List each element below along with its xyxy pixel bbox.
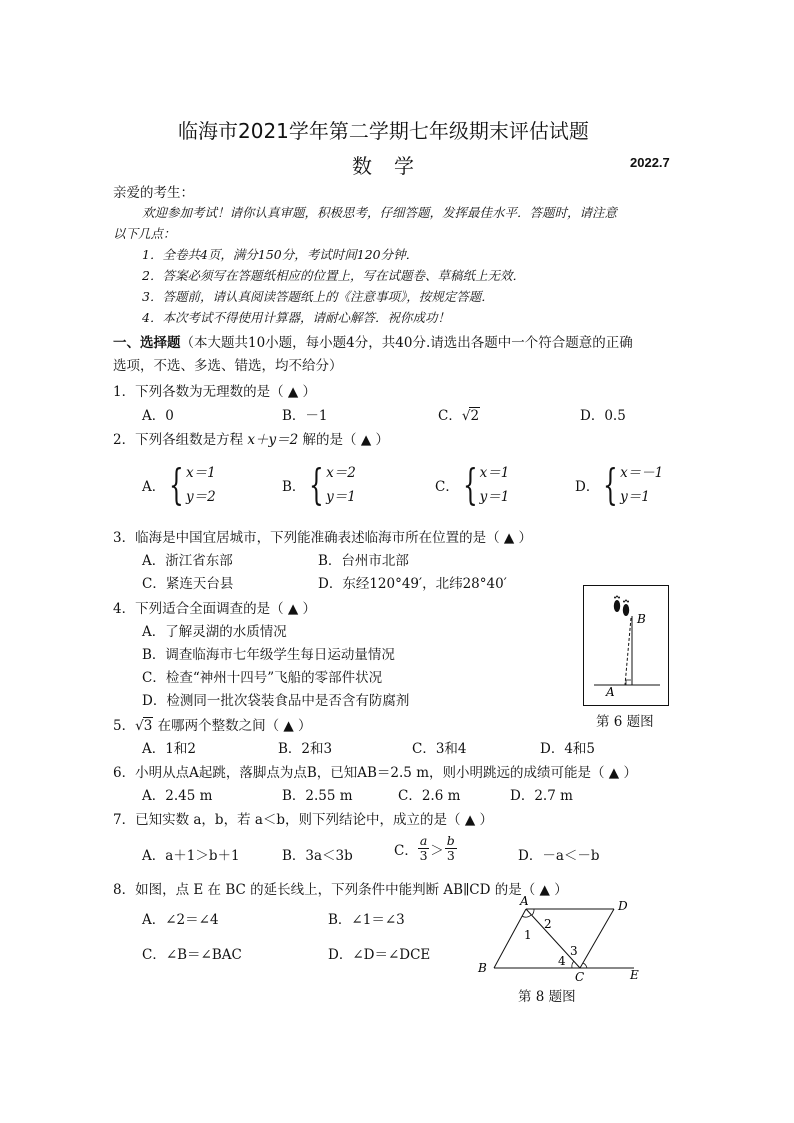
q2-c-row-y: y＝1 <box>479 489 510 505</box>
figure-8-caption: 第 8 题图 <box>518 989 576 1005</box>
footprint-icon <box>614 596 629 617</box>
q5-option-a: A．1和2 <box>142 741 196 757</box>
q2-option-c-system <box>480 461 510 509</box>
note-1: 1．全卷共4页，满分150分，考试时间120分钟． <box>142 247 419 262</box>
welcome-line-2: 以下几点： <box>113 226 176 241</box>
q4-option-a: A．了解灵湖的水质情况 <box>142 624 287 640</box>
segment-cd <box>580 909 614 968</box>
q3-stem: 3．临海是中国宜居城市，下列能准确表述临海市所在位置的是（ ▲ ） <box>113 530 533 546</box>
q2-option-c <box>435 461 509 509</box>
q2-stem-suffix: 解的是（ ▲ ） <box>298 432 389 448</box>
q1-option-d: D．0.5 <box>580 408 626 424</box>
q1-option-a: A．0 <box>142 408 174 424</box>
angle-label-2: 2 <box>544 917 552 931</box>
welcome-line-1: 欢迎参加考试！请你认真审题，积极思考，仔细答题，发挥最佳水平．答题时，请注意 <box>142 205 618 220</box>
brace-symbol: { <box>462 460 478 509</box>
q6-stem: 6．小明从点A起跳，落脚点为点B，已知AB＝2.5 m，则小明跳远的成绩可能是（ ▲ ） <box>113 765 637 781</box>
q2-a-row-x: x＝1 <box>185 465 216 481</box>
q1-radicand: 2 <box>470 408 480 424</box>
angle-label-3: 3 <box>570 944 578 958</box>
section-desc-1: （本大题共10小题，每小题4分，共40分.请选出各题中一个符合题意的正确 <box>180 335 633 351</box>
q5-stem-suffix: 在哪两个整数之间（ ▲ ） <box>153 718 312 734</box>
point-label-c: C <box>575 970 585 983</box>
fraction-numerator: a <box>419 833 428 848</box>
q6-option-c: C．2.6 m <box>398 788 461 804</box>
q5-radicand: 3 <box>143 718 153 734</box>
angle-arc-a2 <box>532 909 534 915</box>
angle-label-1: 1 <box>524 928 532 942</box>
right-angle-mark <box>626 680 631 685</box>
point-label-a: A <box>520 894 529 908</box>
q2-option-b-system <box>326 461 356 509</box>
fraction-b-over-3 <box>445 834 457 863</box>
q2-stem-prefix: 2．下列各组数是方程 <box>113 432 248 448</box>
q7-stem: 7．已知实数 a，b，若 a＜b，则下列结论中，成立的是（ ▲ ） <box>113 812 494 828</box>
figure-6-drawing <box>584 586 668 705</box>
brace-symbol: { <box>309 460 325 509</box>
q6-option-b: B．2.55 m <box>282 788 353 804</box>
q4-option-c: C．检查“神州十四号”飞船的零部件状况 <box>142 670 383 686</box>
q5-option-c: C．3和4 <box>412 741 467 757</box>
dashed-line <box>625 618 631 685</box>
note-3: 3．答题前，请认真阅读答题纸上的《注意事项》，按规定答题． <box>142 289 494 304</box>
q2-option-c-label: C． <box>435 479 459 495</box>
point-label-d: D <box>618 899 628 913</box>
q2-d-row-x: x＝－1 <box>620 465 664 481</box>
point-label-b: B <box>478 961 487 975</box>
figure-6-frame <box>583 585 669 706</box>
q2-b-row-y: y＝1 <box>326 489 356 505</box>
q1-option-c <box>438 404 480 424</box>
q2-option-b <box>282 461 356 509</box>
q5-stem <box>113 714 312 734</box>
segment-ab <box>494 909 526 968</box>
q5-stem-prefix: 5． <box>113 718 136 734</box>
q5-option-d: D．4和5 <box>540 741 596 757</box>
q8-option-a: A．∠2＝∠4 <box>142 912 219 928</box>
q4-stem: 4．下列适合全面调查的是（ ▲ ） <box>113 601 317 617</box>
q2-option-d <box>575 461 663 509</box>
q3-option-d: D．东经120°49′，北纬28°40′ <box>318 576 507 592</box>
q2-b-row-x: x＝2 <box>326 465 356 481</box>
q6-option-a: A．2.45 m <box>142 788 213 804</box>
q8-option-c: C．∠B＝∠BAC <box>142 947 242 963</box>
q2-option-a <box>142 461 216 509</box>
q2-equation: x＋y＝2 <box>247 432 299 448</box>
fraction-denominator: 3 <box>446 848 455 863</box>
q8-option-b: B．∠1＝∠3 <box>328 912 405 928</box>
section-heading-line-1 <box>113 331 633 351</box>
q2-option-d-system <box>620 461 663 509</box>
q7-option-c <box>394 834 457 863</box>
section-heading: 一、选择题 <box>113 335 181 351</box>
fraction-denominator: 3 <box>419 848 428 863</box>
q2-option-a-label: A． <box>142 479 166 495</box>
greater-than-symbol: ＞ <box>430 842 444 859</box>
section-desc-2: 选项，不选、多选、错选，均不给分） <box>113 358 343 374</box>
q3-option-a: A．浙江省东部 <box>142 553 233 569</box>
q4-option-d: D．检测同一批次袋装食品中是否含有防腐剂 <box>142 693 410 709</box>
q2-c-row-x: x＝1 <box>479 465 510 481</box>
q1-option-c-label: C． <box>438 408 462 424</box>
fraction-a-over-3 <box>418 834 429 863</box>
q7-option-a: A．a＋1＞b＋1 <box>142 848 240 864</box>
q7-option-d: D．－a＜－b <box>518 848 600 864</box>
sqrt-symbol: √ <box>135 718 144 734</box>
exam-date: 2022.7 <box>630 155 670 170</box>
figure-6-label-b: B <box>637 612 646 626</box>
figure-8-drawing <box>474 893 654 983</box>
point-label-e: E <box>630 968 639 982</box>
q7-option-c-label: C． <box>394 842 418 859</box>
q2-d-row-y: y＝1 <box>620 489 650 505</box>
q3-option-c: C．紧连天台县 <box>142 576 234 592</box>
paper-title: 临海市2021学年第二学期七年级期末评估试题 <box>178 119 589 143</box>
angle-arc-c4 <box>572 961 574 968</box>
q8-stem: 8．如图，点 E 在 BC 的延长线上，下列条件中能判断 AB∥CD 的是（ ▲ ） <box>113 882 568 898</box>
q2-option-b-label: B． <box>282 479 306 495</box>
q2-stem <box>113 428 389 448</box>
fraction-numerator: b <box>446 833 455 848</box>
q3-option-b: B．台州市北部 <box>318 553 409 569</box>
figure-6-caption: 第 6 题图 <box>596 714 654 730</box>
q2-option-a-system <box>186 461 216 509</box>
brace-symbol: { <box>169 460 184 509</box>
sqrt-symbol: √ <box>461 408 471 424</box>
note-2: 2．答案必须写在答题纸相应的位置上，写在试题卷、草稿纸上无效． <box>142 268 525 283</box>
note-4: 4．本次考试不得使用计算器，请耐心解答．祝你成功！ <box>142 310 450 325</box>
q6-option-d: D．2.7 m <box>510 788 573 804</box>
q1-stem: 1．下列各数为无理数的是（ ▲ ） <box>113 384 317 400</box>
q4-option-b: B．调查临海市七年级学生每日运动量情况 <box>142 647 395 663</box>
figure-6-label-a: A <box>606 685 615 699</box>
q2-a-row-y: y＝2 <box>185 489 216 505</box>
q7-option-b: B．3a＜3b <box>282 848 353 864</box>
subject-title: 数学 <box>352 154 436 178</box>
brace-symbol: { <box>603 460 619 509</box>
angle-arc-c3 <box>583 963 587 968</box>
q8-option-d: D．∠D＝∠DCE <box>328 947 431 963</box>
greeting: 亲爱的考生： <box>113 185 194 201</box>
angle-arc-a <box>522 915 531 917</box>
q2-option-d-label: D． <box>575 479 600 495</box>
angle-label-4: 4 <box>558 954 566 968</box>
q5-option-b: B．2和3 <box>278 741 333 757</box>
q1-option-b: B．－1 <box>282 408 328 424</box>
segment-ac <box>526 909 580 968</box>
